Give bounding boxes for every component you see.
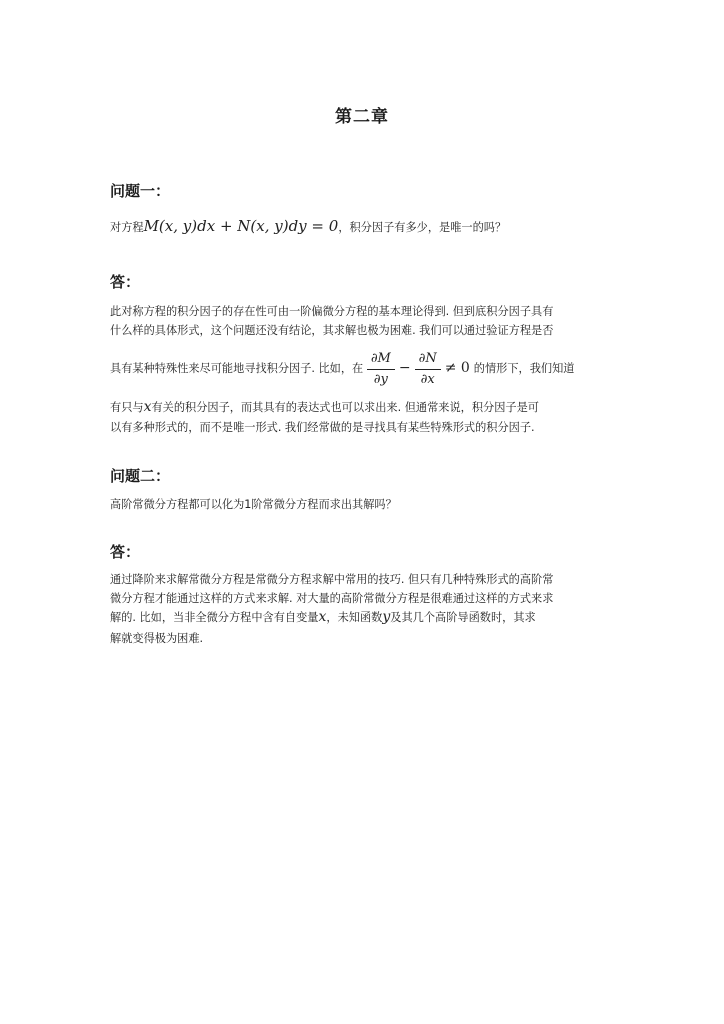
question-1-heading: 问题一：: [110, 182, 171, 200]
question-1-equation: M(x, y)dx + N(x, y)dy = 0: [143, 217, 339, 235]
answer-2-line-3-suffix: 及其几个高阶导函数时，其求: [390, 611, 536, 624]
question-2-text: 高阶常微分方程都可以化为1阶常微分方程而求出其解吗？: [110, 498, 397, 511]
variable-x: x: [143, 399, 152, 415]
question-1-prefix: 对方程: [110, 221, 144, 234]
minus-sign: −: [398, 360, 411, 376]
fraction-numerator: ∂N: [418, 350, 437, 366]
question-2-heading: 问题二：: [110, 467, 171, 485]
answer-1-line-3-prefix: 具有某种特殊性来尽可能地寻找积分因子. 比如，在: [110, 362, 364, 375]
variable-y: y: [382, 609, 391, 625]
partial-n-over-x-fraction: [415, 350, 441, 389]
answer-2-line-4: 解就变得极为困难.: [110, 632, 204, 645]
answer-1-line-3: [110, 346, 616, 391]
question-1-text: [110, 216, 616, 238]
answer-2-line-3-mid: ，未知函数: [326, 611, 383, 624]
answer-1-line-2: 什么样的具体形式，这个问题还没有结论，其求解也极为困难. 我们可以通过验证方程是否: [110, 324, 554, 337]
fraction-denominator: ∂x: [415, 369, 441, 389]
question-1-suffix: ，积分因子有多少，是唯一的吗？: [338, 221, 507, 234]
partial-m-over-y-fraction: [367, 350, 395, 389]
answer-1-line-4-suffix: 有关的积分因子，而其具有的表达式也可以求出来. 但通常来说，积分因子是可: [151, 401, 539, 414]
answer-1-line-4: [110, 397, 616, 418]
not-equal-zero: ≠ 0: [444, 360, 470, 376]
answer-2-line-3-prefix: 解的. 比如，当非全微分方程中含有自变量: [110, 611, 319, 624]
answer-2-line-3: [110, 607, 616, 628]
chapter-title: 第二章: [335, 107, 389, 127]
answer-2-heading: 答：: [110, 543, 141, 561]
answer-1-line-5: 以有多种形式的，而不是唯一形式. 我们经常做的是寻找具有某些特殊形式的积分因子.: [110, 421, 535, 434]
answer-1-line-3-suffix: 的情形下，我们知道: [473, 362, 575, 375]
fraction-denominator: ∂y: [367, 369, 395, 389]
answer-2-line-2: 微分方程才能通过这样的方式来求解. 对大量的高阶常微分方程是很难通过这样的方式来求: [110, 592, 554, 605]
fraction-numerator: ∂M: [370, 350, 391, 366]
variable-x: x: [318, 609, 327, 625]
answer-1-heading: 答：: [110, 273, 141, 291]
answer-1-line-1: 此对称方程的积分因子的存在性可由一阶偏微分方程的基本理论得到. 但到底积分因子具有: [110, 305, 554, 318]
answer-1-line-4-prefix: 有只与: [110, 401, 144, 414]
answer-2-line-1: 通过降阶来求解常微分方程是常微分方程求解中常用的技巧. 但只有几种特殊形式的高阶常: [110, 573, 554, 586]
